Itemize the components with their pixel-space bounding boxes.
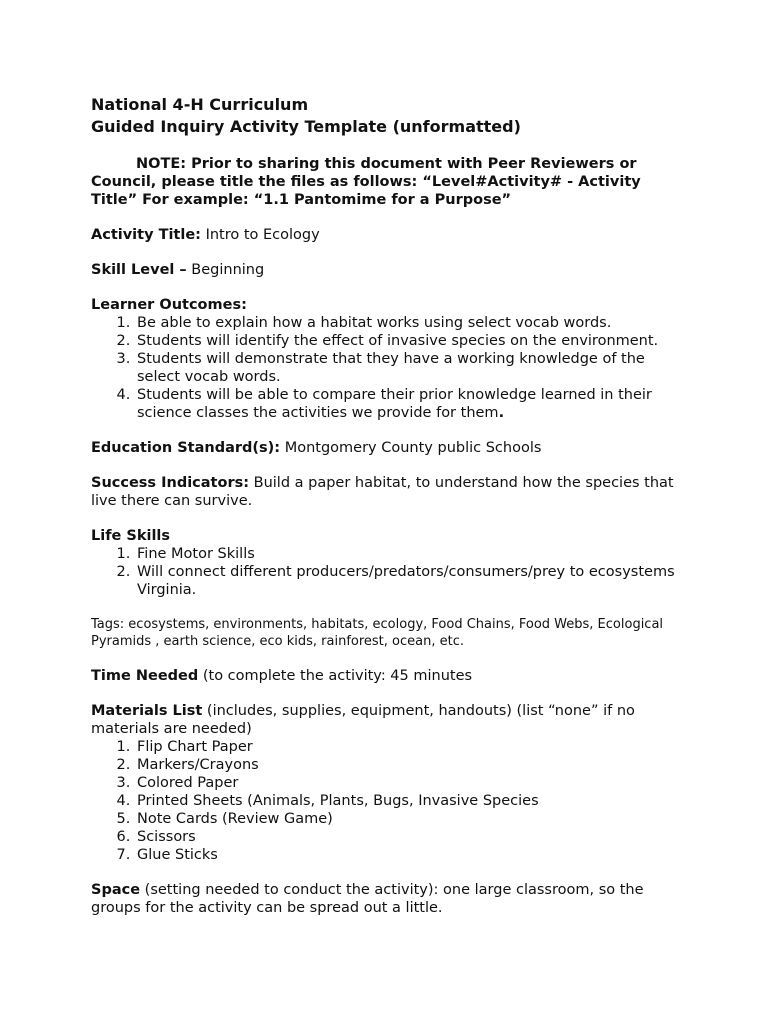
skill-level-label: Skill Level – — [91, 262, 187, 278]
list-item: 7. Glue Sticks — [135, 846, 691, 864]
list-item: 2. Students will identify the effect of invasive species on the environment. — [135, 332, 691, 350]
list-item: 2. Markers/Crayons — [135, 756, 691, 774]
life-skills-label: Life Skills — [91, 528, 171, 544]
note-paragraph: NOTE: Prior to sharing this document with Peer Reviewers or Council, please title the files as follows: “Level#Activity# - Activity Title” For example: “1.1 Pantomime for a Purpose” — [91, 156, 641, 208]
learner-outcomes-list — [91, 314, 691, 422]
learner-outcomes-section — [91, 296, 691, 422]
learner-outcomes-label: Learner Outcomes: — [91, 297, 247, 313]
list-item: 4. Printed Sheets (Animals, Plants, Bugs, Invasive Species — [135, 792, 691, 810]
time-needed-value: (to complete the activity: 45 minutes — [198, 668, 473, 684]
doc-title-line1: National 4-H Curriculum — [91, 95, 309, 114]
materials-list-label: Materials List — [91, 703, 203, 719]
list-item: 2. Will connect different producers/predators/consumers/prey to ecosystems Virginia. — [135, 563, 691, 599]
activity-title-label: Activity Title: — [91, 227, 201, 243]
time-needed-field — [91, 667, 691, 685]
skill-level-field — [91, 261, 691, 279]
list-item: 1. Flip Chart Paper — [135, 738, 691, 756]
activity-title-field — [91, 226, 691, 244]
list-item: 3. Colored Paper — [135, 774, 691, 792]
space-value: (setting needed to conduct the activity): one large classroom, so the groups for the activity can be spread out a little. — [91, 882, 644, 916]
education-standards-value: Montgomery County public Schools — [280, 440, 542, 456]
skill-level-value: Beginning — [186, 262, 265, 278]
document-body — [91, 94, 691, 917]
list-item: 1. Be able to explain how a habitat works using select vocab words. — [135, 314, 691, 332]
list-item: 3. Students will demonstrate that they have a working knowledge of the select vocab words. — [135, 350, 691, 386]
space-label: Space — [91, 882, 141, 898]
education-standards-label: Education Standard(s): — [91, 440, 281, 456]
tags-paragraph: Tags: ecosystems, environments, habitats, ecology, Food Chains, Food Webs, Ecological Pyramids , earth science, eco kids, rainforest, ocean, etc. — [91, 617, 664, 649]
education-standards-field — [91, 439, 691, 457]
doc-title-line2: Guided Inquiry Activity Template (unformatted) — [91, 117, 521, 136]
life-skills-section — [91, 527, 691, 599]
outcome-4-period: . — [498, 405, 505, 421]
life-skills-list — [91, 545, 691, 599]
outcome-4-text: Students will be able to compare their prior knowledge learned in their science classes the activities we provide for them — [137, 387, 652, 421]
list-item: 6. Scissors — [135, 828, 691, 846]
materials-list-section — [91, 702, 691, 864]
activity-title-value: Intro to Ecology — [200, 227, 320, 243]
success-indicators-label: Success Indicators: — [91, 475, 250, 491]
materials-list — [91, 738, 691, 864]
list-item — [135, 386, 691, 422]
list-item: 1. Fine Motor Skills — [135, 545, 691, 563]
materials-list-description: (includes, supplies, equipment, handouts) (list “none” if no materials are needed) — [91, 703, 635, 737]
success-indicators-value: Build a paper habitat, to understand how the species that live there can survive. — [91, 475, 674, 509]
space-field — [91, 881, 691, 917]
list-item: 5. Note Cards (Review Game) — [135, 810, 691, 828]
success-indicators-field — [91, 474, 691, 510]
time-needed-label: Time Needed — [91, 668, 199, 684]
